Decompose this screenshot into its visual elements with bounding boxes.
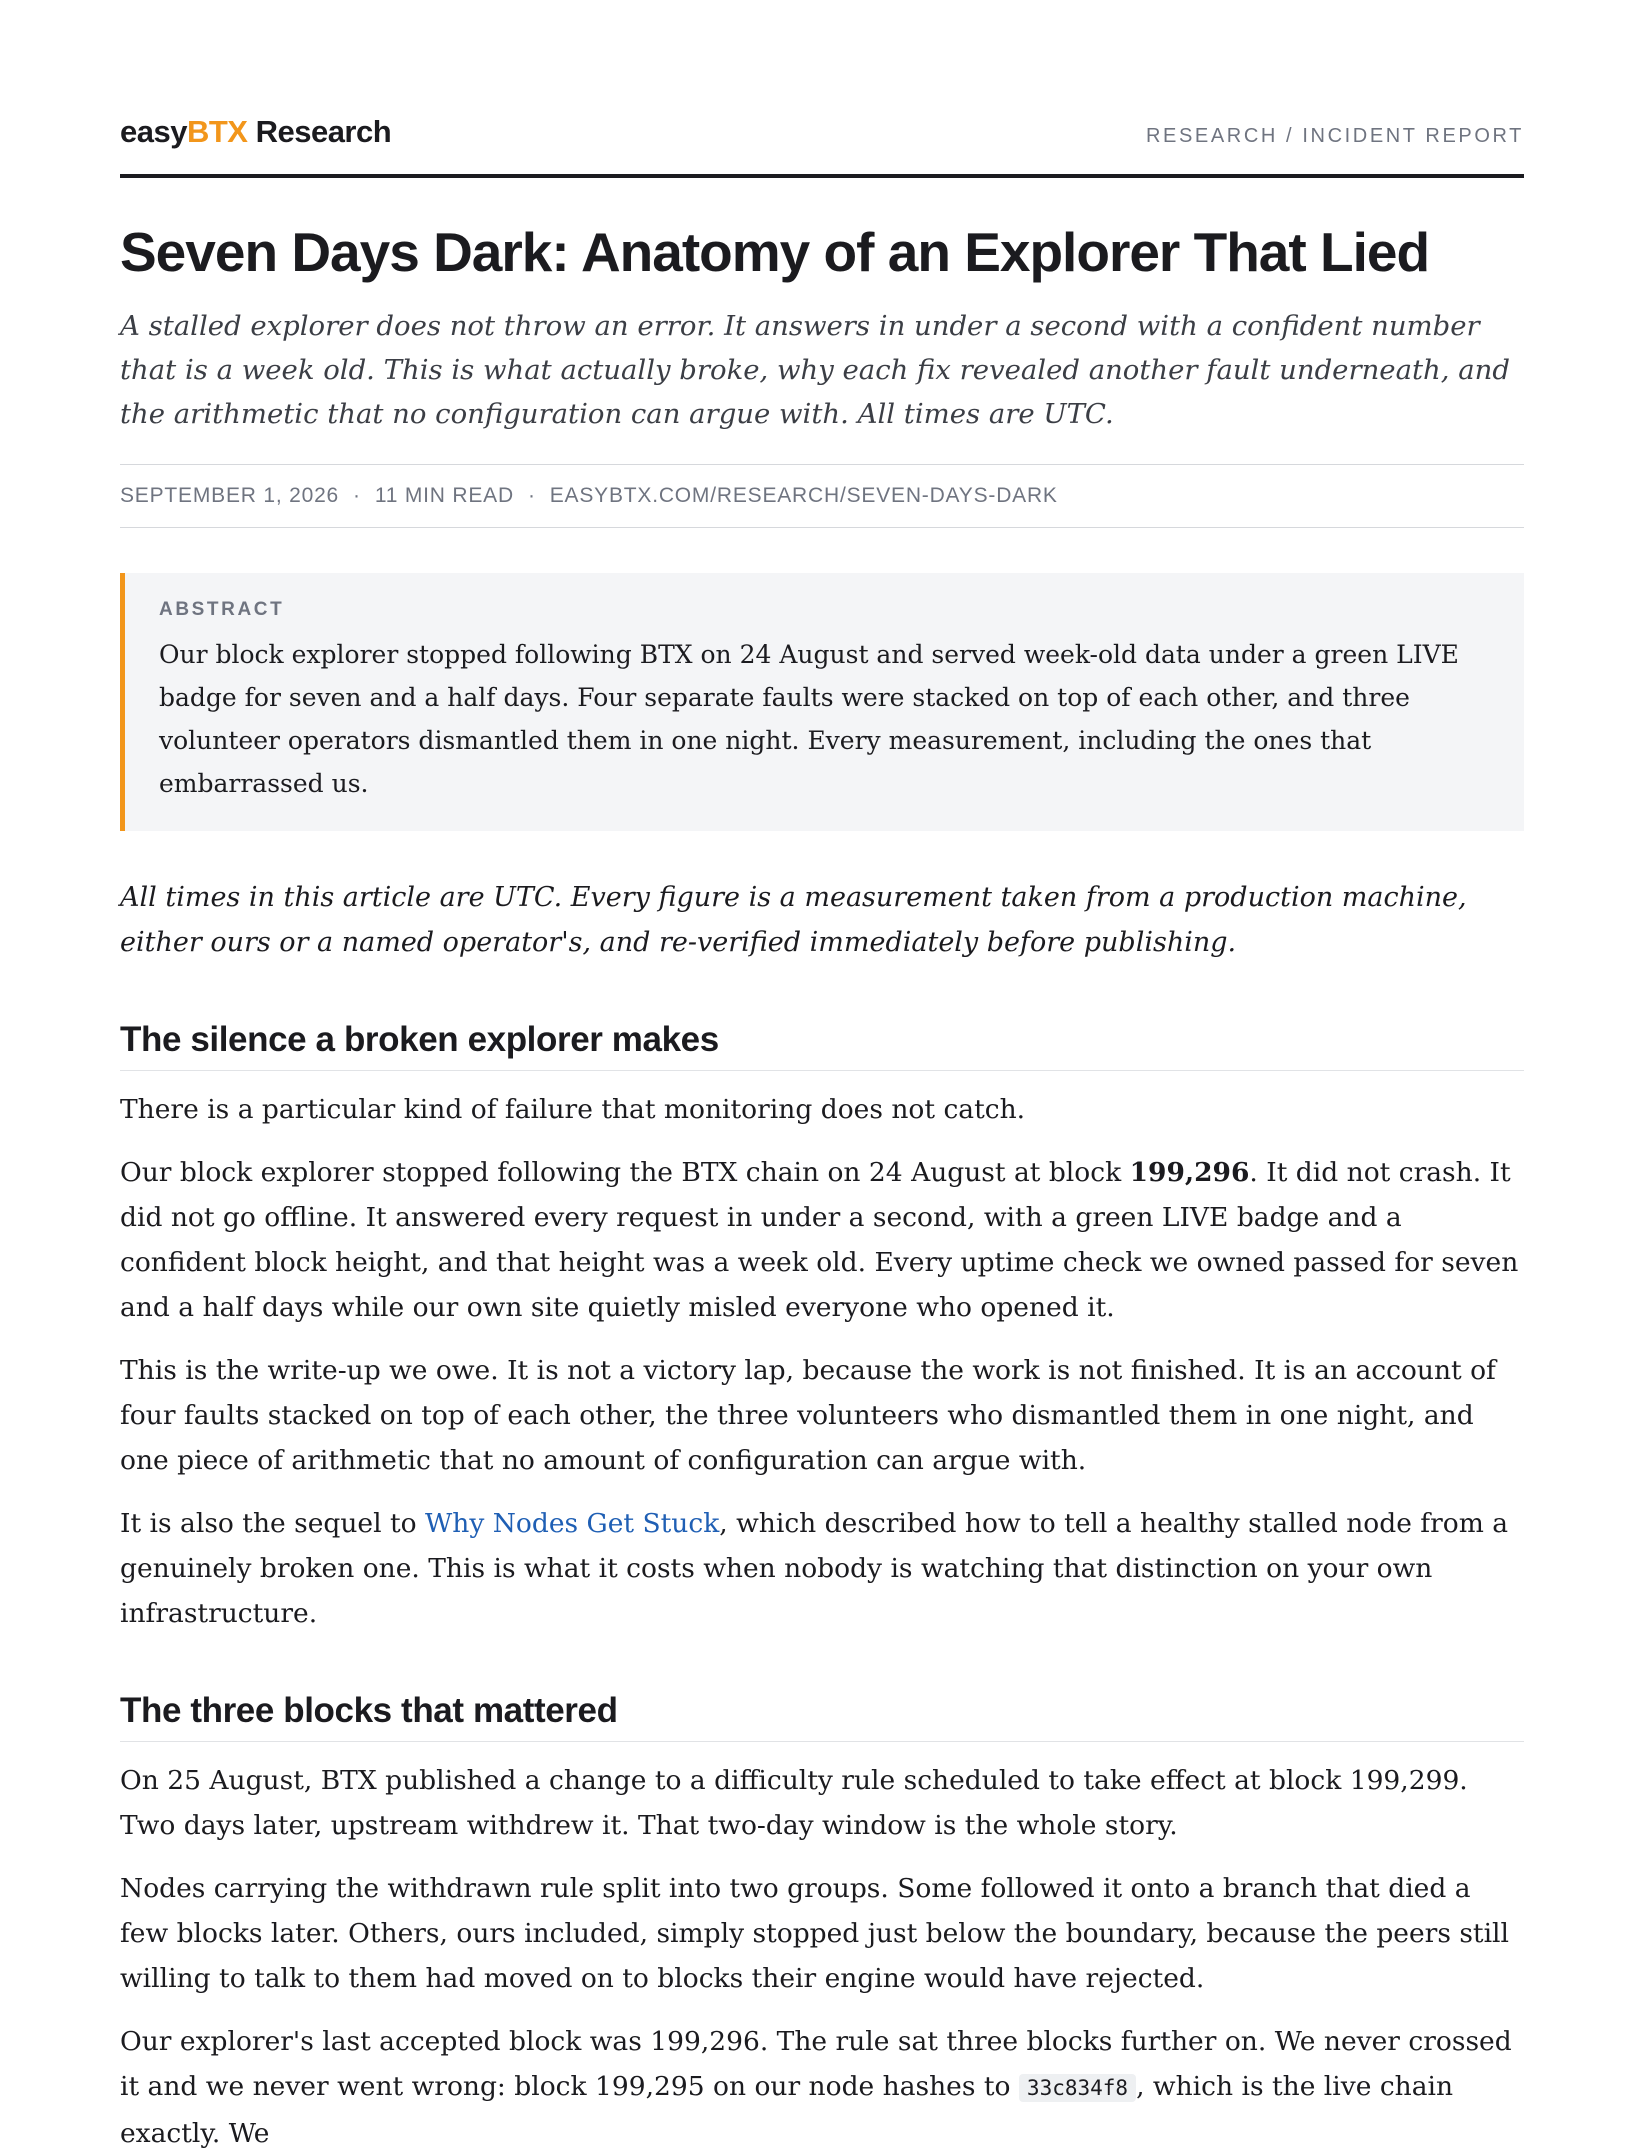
article-url: EASYBTX.COM/RESEARCH/SEVEN-DAYS-DARK: [549, 484, 1058, 508]
meta-separator: ·: [353, 484, 361, 508]
paragraph-text: Our explorer's last accepted block was 199,296. The rule sat three blocks further on. We never crossed it and we never went wrong: block 199,295 on our node hashes to: [120, 2026, 1512, 2103]
article-dek: A stalled explorer does not throw an error. It answers in under a second with a confident number that is a week old. This is what actually broke, why each fix revealed another fault underneath, and the arithmetic that no configuration can argue with. All times are UTC.: [120, 310, 1510, 431]
why-nodes-get-stuck-link[interactable]: Why Nodes Get Stuck: [425, 1508, 720, 1540]
paragraph-text: . It did not crash. It did not go offline. It answered every request in under a second, with a green LIVE badge and a confident block height, and that height was a week old. Every uptime check we owned passed for seven and a half days while our own site quietly misled everyone who opened it.: [120, 1157, 1519, 1324]
block-hash: 33c834f8: [1019, 2074, 1136, 2102]
brand-logo[interactable]: [120, 114, 391, 150]
publish-date: SEPTEMBER 1, 2026: [120, 484, 340, 508]
read-time: 11 MIN READ: [374, 484, 514, 508]
brand-prefix: easy: [120, 114, 187, 149]
paragraph: [120, 1501, 1524, 1636]
brand-suffix: Research: [247, 114, 392, 149]
paragraph: This is the write-up we owe. It is not a victory lap, because the work is not finished. It is an account of four faults stacked on top of each other, the three volunteers who dismantled them in one night, and one piece of arithmetic that no amount of configuration can argue with.: [120, 1355, 1496, 1477]
section-heading: The silence a broken explorer makes: [120, 1020, 1524, 1071]
paragraph: There is a particular kind of failure that monitoring does not catch.: [120, 1094, 1026, 1126]
paragraph: [120, 1150, 1524, 1330]
section-heading: The three blocks that mattered: [120, 1691, 1524, 1742]
abstract-text: Our block explorer stopped following BTX on 24 August and served week-old data under a green LIVE badge for seven and a half days. Four separate faults were stacked on top of each other, and three volunteer operators dismantled them in one night. Every measurement, including the ones that embarrassed us.: [159, 640, 1459, 799]
paragraph-text: Our block explorer stopped following the BTX chain on 24 August at block: [120, 1157, 1130, 1189]
utc-note: All times in this article are UTC. Every figure is a measurement taken from a production machine, either ours or a named operator's, and re-verified immediately before publishing.: [120, 882, 1467, 959]
article-meta: [120, 464, 1524, 528]
section-label: RESEARCH / INCIDENT REPORT: [1145, 125, 1524, 147]
masthead: [120, 0, 1524, 178]
meta-separator: ·: [527, 484, 536, 508]
paragraph: [120, 2019, 1524, 2156]
abstract-box: [120, 573, 1524, 831]
paragraph: Nodes carrying the withdrawn rule split into two groups. Some followed it onto a branch that died a few blocks later. Others, ours included, simply stopped just below the boundary, because the peers still willing to talk to them had moved on to blocks their engine would have rejected.: [120, 1873, 1510, 1995]
abstract-label: ABSTRACT: [159, 599, 285, 621]
block-height: 199,296: [1129, 1157, 1250, 1189]
paragraph-text: , which described how to tell a healthy stalled node from a genuinely broken one. This is what it costs when nobody is watching that distinction on your own infrastructure.: [120, 1508, 1509, 1630]
article-page: [120, 0, 1524, 2156]
paragraph-text: It is also the sequel to: [120, 1508, 426, 1540]
paragraph: On 25 August, BTX published a change to a difficulty rule scheduled to take effect at block 199,299. Two days later, upstream withdrew it. That two-day window is the whole story.: [120, 1765, 1468, 1842]
paragraph-text: , which is the live chain exactly. We: [120, 2071, 1454, 2150]
brand-accent: BTX: [186, 114, 248, 149]
article-title: Seven Days Dark: Anatomy of an Explorer That Lied: [120, 221, 1430, 283]
